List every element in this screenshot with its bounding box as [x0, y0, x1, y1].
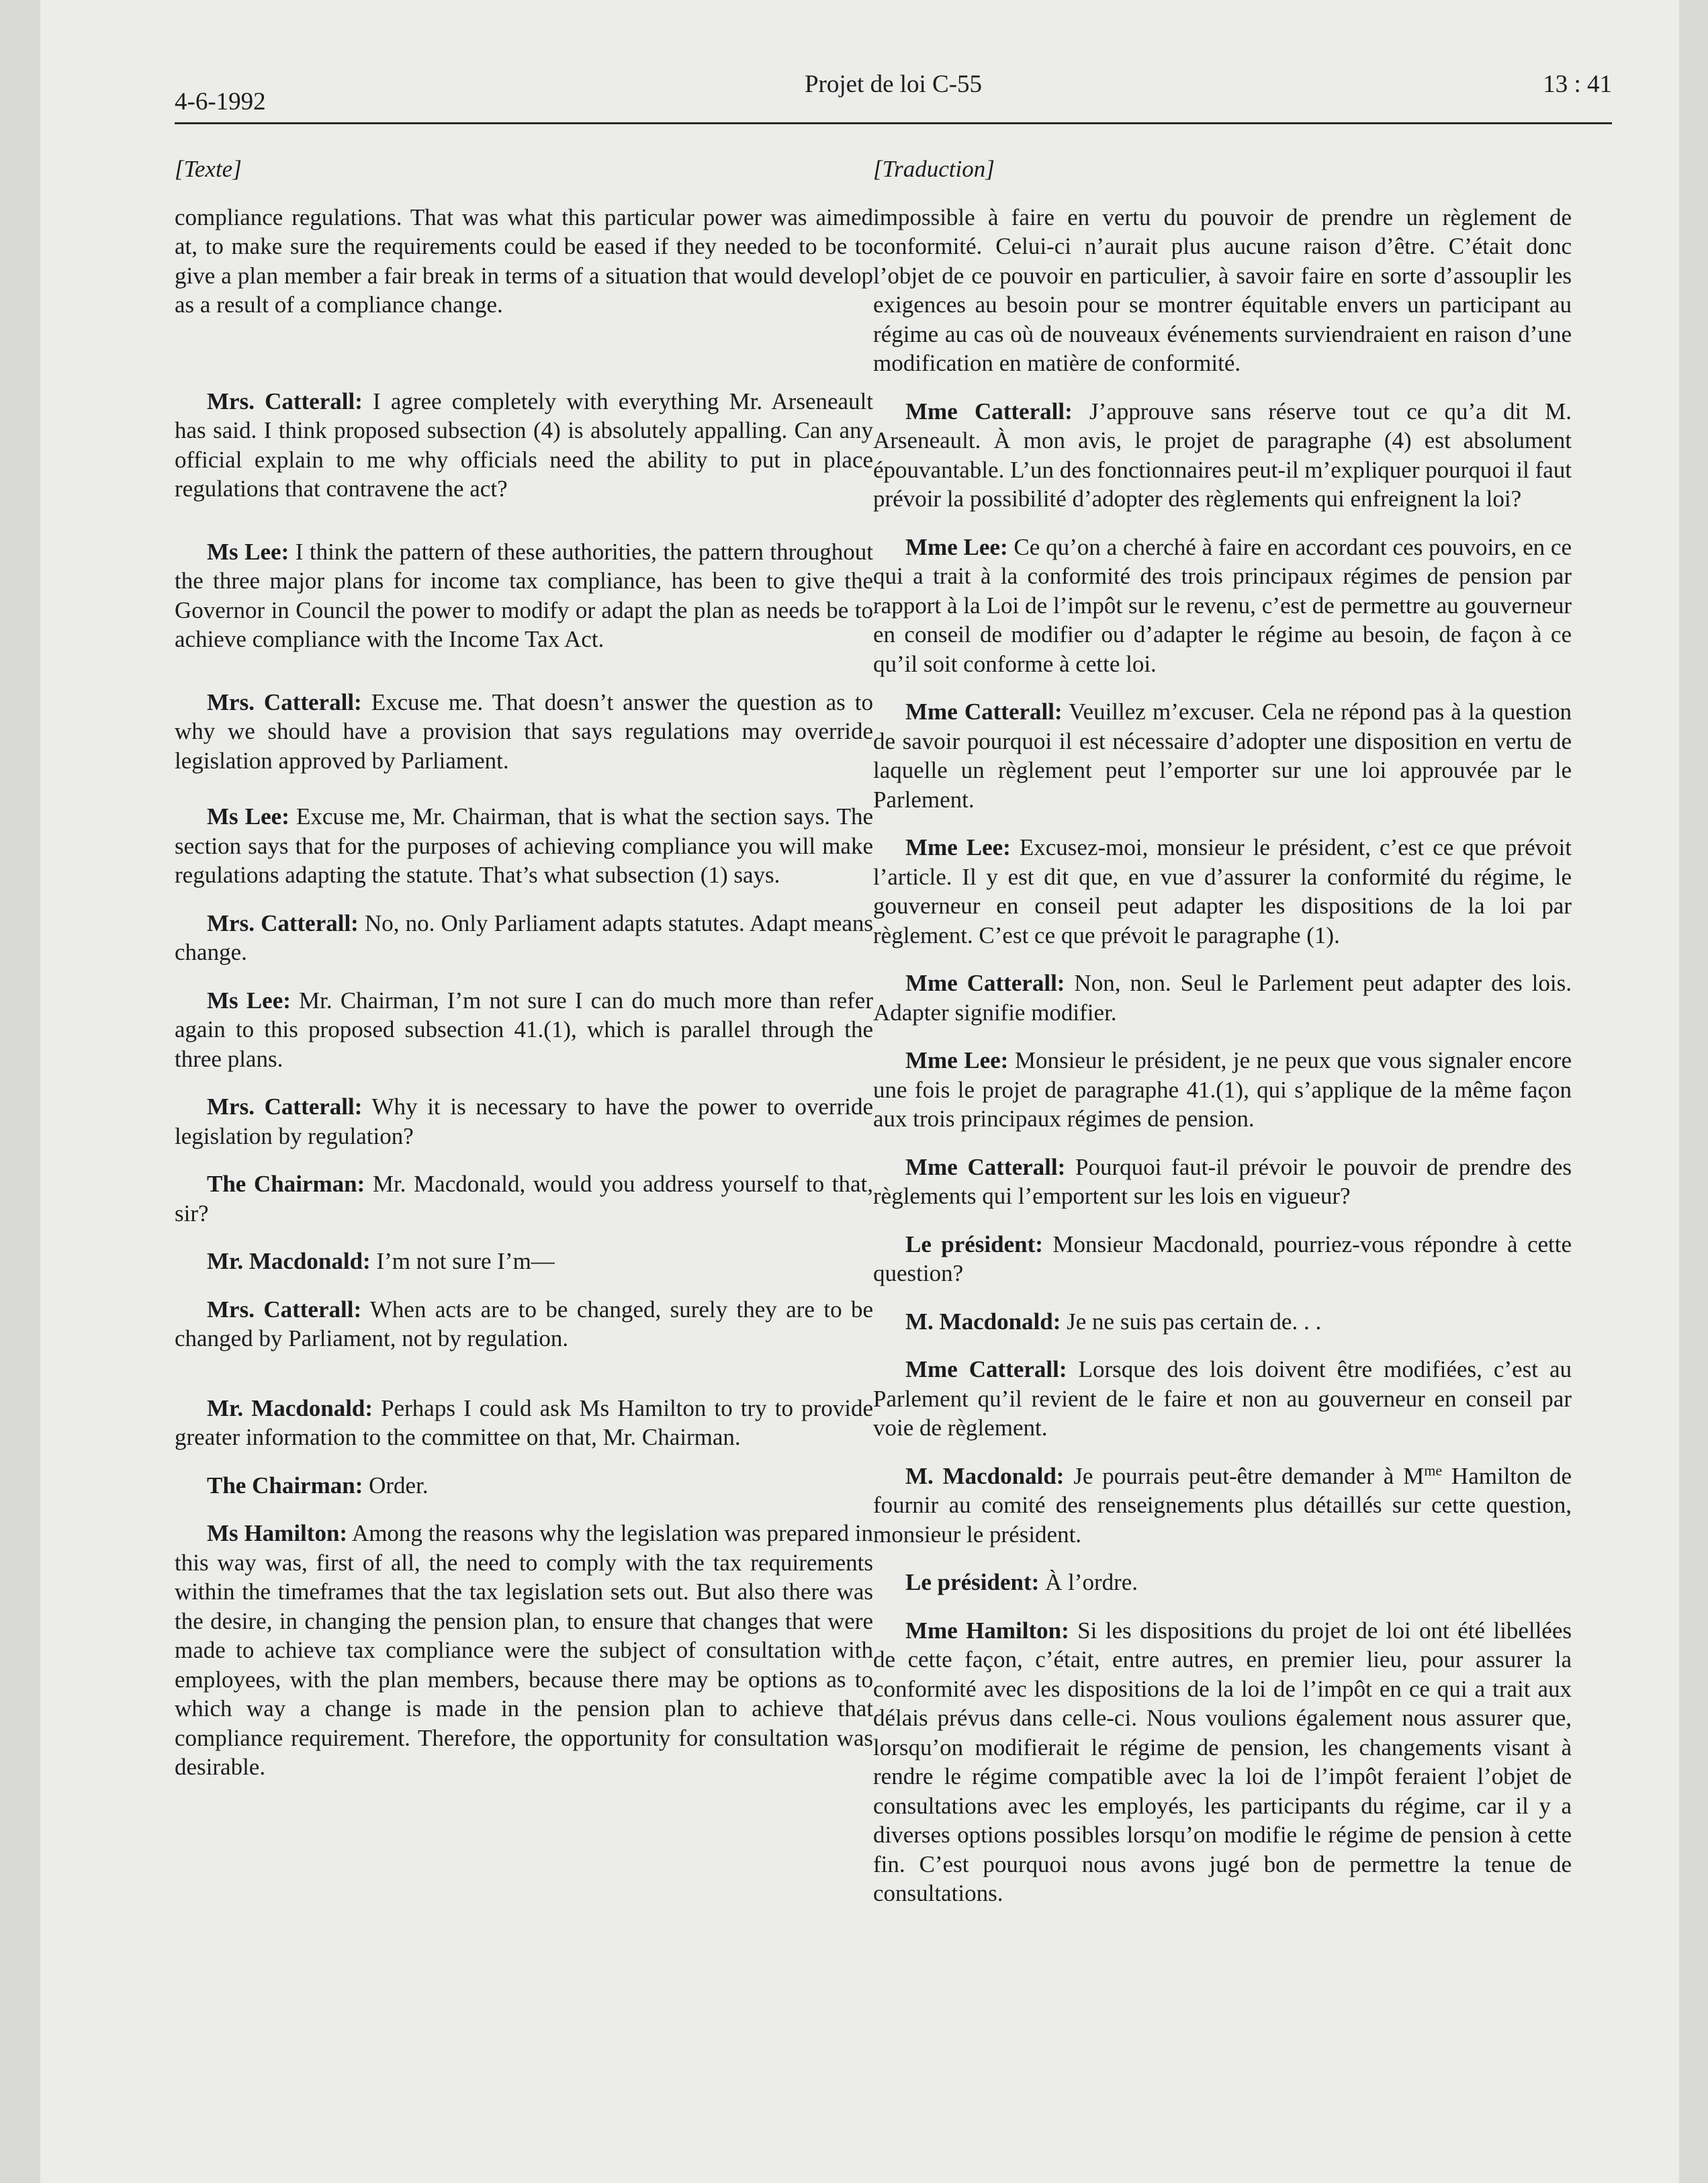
paragraph: Mme Lee: Ce qu’on a cherché à faire en accordant ces pouvoirs, en ce qui a trait à la conformité des trois principaux régimes de pension par rapport à la Loi de l’impôt sur le revenu, c’est de permettre au gouverneur en conseil de modifier ou d’adapter le régime au besoin, de façon à ce qu’il soit conforme à cette loi. — [873, 533, 1572, 677]
paragraph: Mrs. Catterall: Why it is necessary to have the power to override legislation by regulation? — [175, 1094, 873, 1149]
page-header — [175, 64, 1612, 116]
paragraph: Ms Lee: Mr. Chairman, I’m not sure I can do much more than refer again to this proposed subsection 41.(1), which is parallel through the three plans. — [175, 987, 873, 1072]
speaker-name: Ms Lee: — [207, 538, 289, 565]
paragraph: Mme Catterall: Lorsque des lois doivent être modifiées, c’est au Parlement qu’il revient de le faire et non au gouverneur en conseil par voie de règlement. — [873, 1356, 1572, 1441]
speaker-name: Mme Hamilton: — [905, 1617, 1069, 1644]
paragraph: Ms Lee: I think the pattern of these authorities, the pattern throughout the three major plans for income tax compliance, has been to give the Governor in Council the power to modify or adapt the plan as needs be to achieve compliance with the Income Tax Act. — [175, 538, 873, 652]
paragraph: The Chairman: Order. — [207, 1472, 429, 1499]
speaker-name: Mrs. Catterall: — [207, 1296, 362, 1323]
speaker-name: The Chairman: — [207, 1472, 363, 1499]
speaker-name: Mr. Macdonald: — [207, 1394, 373, 1421]
header-page-number: 13 : 41 — [1543, 71, 1612, 98]
paragraph: Mme Lee: Excusez-moi, monsieur le président, c’est ce que prévoit l’article. Il y est dit que, en vue d’assurer la conformité du régime, le gouverneur en conseil peut adapter les dispositions de la loi par règlement. C’est ce que prévoit le paragraphe (1). — [873, 834, 1572, 948]
paragraph: Mrs. Catterall: When acts are to be changed, surely they are to be changed by Parliament, not by regulation. — [175, 1296, 874, 1351]
paragraph: Mme Hamilton: Si les dispositions du projet de loi ont été libellées de cette façon, c’était, entre autres, en premier lieu, pour assurer la conformité avec les dispositions de la loi de l’impôt en ce qui a trait aux délais prévus dans celle-ci. Nous voulions également nous assurer que, lorsqu’on modifierait le régime de pension, les changements visant à rendre le régime compatible avec la loi de l’impôt feraient l’objet de consultations avec les employés, les participants du régime, car il y a diverses options possibles lorsqu’on modifie le régime de pension à cette fin. C’est pourquoi nous avons jugé bon de permettre la tenue de consultations. — [873, 1617, 1572, 1906]
paragraph: M. Macdonald: Je pourrais peut-être demander à $M^{me}$ Hamilton de fournir au comité des renseignements plus détaillés sur cette question, monsieur le président. — [873, 1461, 1572, 1548]
french-column — [873, 154, 1572, 1927]
paragraph: Mrs. Catterall: No, no. Only Parliament adapts statutes. Adapt means change. — [175, 909, 874, 965]
speaker-name: Mme Catterall: — [905, 699, 1063, 725]
speaker-name: Mrs. Catterall: — [207, 909, 359, 936]
paragraph: Ms Lee: Excuse me, Mr. Chairman, that is what the section says. The section says that for the purposes of achieving compliance you will make regulations adapting the statute. That’s what subsection (1) says. — [175, 803, 873, 888]
paragraph: Mme Catterall: J’approuve sans réserve tout ce qu’a dit M. Arseneault. À mon avis, le projet de paragraphe (4) est absolument épouvantable. L’un des fonctionnaires peut-il m’expliquer pourquoi il faut prévoir la possibilité d’adopter des règlements qui enfreignent la loi? — [873, 398, 1572, 512]
speaker-name: Mme Lee: — [905, 834, 1011, 860]
speaker-name: Le président: — [905, 1569, 1040, 1595]
speaker-name: Mrs. Catterall: — [207, 1094, 363, 1120]
paragraph: Mr. Macdonald: Perhaps I could ask Ms Hamilton to try to provide greater information to the committee on that, Mr. Chairman. — [175, 1394, 873, 1450]
english-column — [175, 154, 873, 1801]
column-label-texte: [Texte] — [175, 156, 242, 182]
paragraph: Mrs. Catterall: I agree completely with everything Mr. Arseneault has said. I think proposed subsection (4) is absolutely appalling. Can any official explain to me why officials need the ability to put in place regulations that contravene the act? — [175, 388, 873, 502]
speaker-name: Mme Lee: — [905, 1047, 1009, 1073]
speaker-name: Le président: — [905, 1231, 1043, 1257]
speaker-name: Ms Hamilton: — [207, 1520, 348, 1546]
paragraph: Mme Catterall: Non, non. Seul le Parlement peut adapter des lois. Adapter signifie modifier. — [873, 970, 1572, 1026]
document-page — [40, 0, 1679, 2183]
paragraph: Mrs. Catterall: Excuse me. That doesn’t answer the question as to why we should have a provision that says regulations may override legislation approved by Parliament. — [175, 688, 873, 774]
paragraph: impossible à faire en vertu du pouvoir de prendre un règlement de conformité. Celui-ci n’aurait plus aucune raison d’être. C’était donc l’objet de ce pouvoir en particulier, à savoir faire en sorte d’assouplir les exigences au besoin pour se montrer équitable envers un participant au régime au cas où de nouveaux événements surviendraient en raison d’une modification en matière de conformité. — [873, 204, 1572, 376]
speaker-name: Mrs. Catterall: — [207, 388, 363, 414]
paragraph: compliance regulations. That was what this particular power was aimed at, to make sure the requirements could be eased if they needed to be to give a plan member a fair break in terms of a situation that would develop as a result of a compliance change. — [175, 204, 873, 318]
speaker-name: Mme Catterall: — [905, 970, 1065, 996]
speaker-name: Ms Lee: — [207, 987, 291, 1014]
header-date: 4-6-1992 — [175, 88, 266, 116]
speaker-name: M. Macdonald: — [905, 1308, 1061, 1335]
speaker-name: Mme Lee: — [905, 533, 1008, 560]
paragraph: Mme Catterall: Pourquoi faut-il prévoir le pouvoir de prendre des règlements qui l’emportent sur les lois en vigueur? — [873, 1153, 1572, 1209]
speaker-name: M. Macdonald: — [905, 1462, 1065, 1489]
speaker-name: Mr. Macdonald: — [207, 1248, 371, 1274]
column-label-traduction: [Traduction] — [873, 156, 995, 182]
paragraph: Mme Catterall: Veuillez m’excuser. Cela ne répond pas à la question de savoir pourquoi il est nécessaire d’adopter une disposition en vertu de laquelle un règlement peut l’emporter sur une loi approuvée par le Parlement. — [873, 699, 1572, 813]
paragraph: The Chairman: Mr. Macdonald, would you address yourself to that, sir? — [175, 1171, 874, 1227]
paragraph: Le président: À l’ordre. — [905, 1569, 1138, 1595]
header-title: Projet de loi C-55 — [804, 71, 983, 98]
header-rule — [175, 122, 1612, 124]
speaker-name: Mme Catterall: — [905, 1356, 1067, 1382]
paragraph: M. Macdonald: Je ne suis pas certain de. . . — [905, 1308, 1322, 1335]
speaker-name: Mrs. Catterall: — [207, 688, 362, 715]
paragraph: Mme Lee: Monsieur le président, je ne peux que vous signaler encore une fois le projet de paragraphe 41.(1), qui s’applique de la même façon aux trois principaux régimes de pension. — [873, 1047, 1572, 1132]
paragraph: Ms Hamilton: Among the reasons why the legislation was prepared in this way was, first of all, the need to comply with the tax requirements within the timeframes that the tax legislation sets out. But also there was the desire, in changing the pension plan, to ensure that changes that were made to achieve tax compliance were the subject of consultation with employees, with the plan members, because there may be options as to which way a change is made in the pension plan to achieve that compliance requirement. Therefore, the opportunity for consultation was desirable. — [175, 1520, 873, 1780]
speaker-name: The Chairman: — [207, 1171, 365, 1197]
paragraph: Le président: Monsieur Macdonald, pourriez-vous répondre à cette question? — [873, 1231, 1572, 1286]
speaker-name: Mme Catterall: — [905, 398, 1073, 425]
speaker-name: Ms Lee: — [207, 803, 289, 830]
speaker-name: Mme Catterall: — [905, 1153, 1066, 1180]
paragraph: Mr. Macdonald: I’m not sure I’m— — [207, 1248, 555, 1274]
